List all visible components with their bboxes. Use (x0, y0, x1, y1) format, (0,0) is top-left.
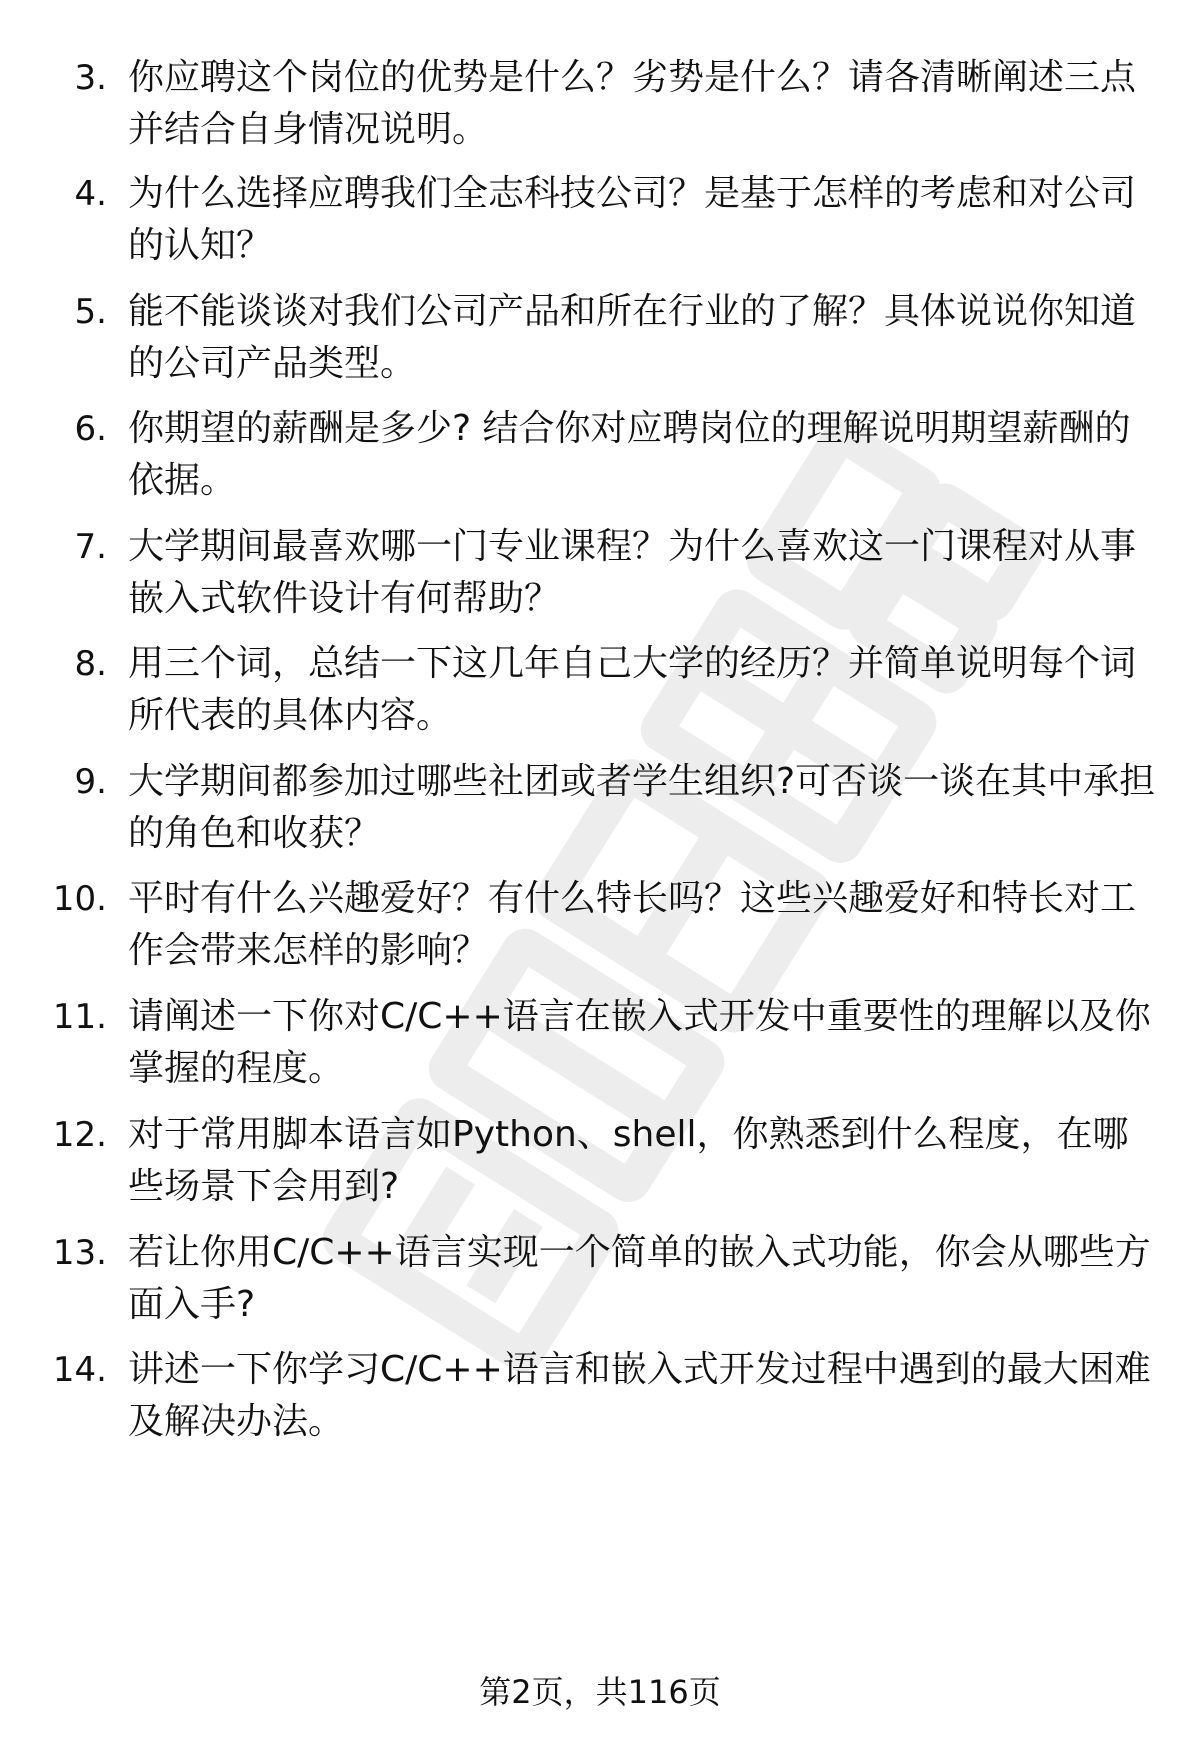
question-text: 若让你用C/C++语言实现一个简单的嵌入式功能，你会从哪些方面入手? (128, 1232, 1151, 1325)
question-text: 讲述一下你学习C/C++语言和嵌入式开发过程中遇到的最大困难及解决办法。 (128, 1349, 1151, 1442)
question-number: 13. (52, 1233, 107, 1273)
question-text: 能不能谈谈对我们公司产品和所在行业的了解？具体说说你知道的公司产品类型。 (128, 291, 1137, 384)
question-item (0, 873, 1200, 993)
question-number: 5. (74, 292, 107, 332)
question-number: 12. (52, 1115, 107, 1155)
question-item (0, 521, 1200, 641)
question-item (0, 1344, 1200, 1464)
question-number: 10. (52, 879, 107, 919)
question-text: 大学期间最喜欢哪一门专业课程？为什么喜欢这一门课程对从事嵌入式软件设计有何帮助？ (128, 526, 1137, 619)
question-number: 14. (52, 1350, 107, 1390)
question-number: 6. (74, 409, 107, 449)
question-text: 为什么选择应聘我们全志科技公司？是基于怎样的考虑和对公司的认知？ (128, 173, 1137, 266)
question-number: 11. (52, 997, 107, 1037)
page-number-footer: 第2页，共116页 (479, 1673, 721, 1711)
question-number: 7. (74, 527, 107, 567)
question-item (0, 168, 1200, 288)
question-item (0, 991, 1200, 1111)
question-number: 4. (74, 174, 107, 214)
question-item (0, 1109, 1200, 1229)
question-number: 9. (74, 762, 107, 802)
question-item (0, 52, 1200, 172)
question-item (0, 403, 1200, 523)
question-number: 8. (74, 644, 107, 684)
question-number: 3. (74, 58, 107, 98)
question-text: 你期望的薪酬是多少? 结合你对应聘岗位的理解说明期望薪酬的依据。 (128, 408, 1131, 501)
question-item (0, 638, 1200, 758)
question-text: 你应聘这个岗位的优势是什么？劣势是什么？请各清晰阐述三点并结合自身情况说明。 (128, 57, 1137, 150)
question-item (0, 286, 1200, 406)
question-text: 对于常用脚本语言如Python、shell，你熟悉到什么程度，在哪些场景下会用到? (128, 1114, 1129, 1207)
question-text: 平时有什么兴趣爱好？有什么特长吗？这些兴趣爱好和特长对工作会带来怎样的影响？ (128, 878, 1137, 971)
question-text: 用三个词，总结一下这几年自己大学的经历？并简单说明每个词所代表的具体内容。 (128, 643, 1137, 736)
question-item (0, 756, 1200, 876)
question-text: 大学期间都参加过哪些社团或者学生组织?可否谈一谈在其中承担的角色和收获？ (128, 761, 1156, 854)
question-text: 请阐述一下你对C/C++语言在嵌入式开发中重要性的理解以及你掌握的程度。 (128, 996, 1151, 1089)
question-item (0, 1227, 1200, 1347)
